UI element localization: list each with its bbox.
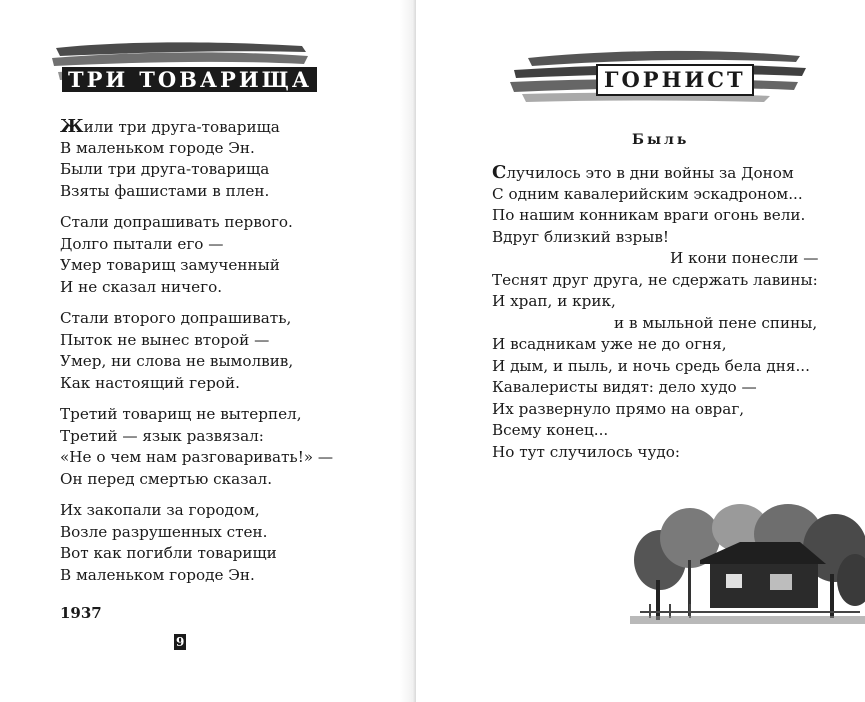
stanza (60, 212, 333, 298)
poem-line: И кони понесли — (670, 249, 819, 267)
stanza (60, 116, 333, 202)
title-word-tri: ТРИ (62, 67, 134, 92)
poem-line: Кавалеристы видят: дело худо — (492, 378, 757, 396)
stanza (60, 404, 333, 490)
poem-line: Но тут случилось чудо: (492, 442, 681, 461)
drop-cap: Ж (60, 116, 84, 137)
poem-line: Стали второго допрашивать, (60, 309, 292, 327)
poem-year: 1937 (60, 604, 102, 622)
poem-line: Их развернуло прямо на овраг, (492, 399, 745, 418)
poem-body (60, 116, 333, 596)
poem-line-rest: лучилось это в дни войны за Доном (506, 164, 794, 182)
poem-body (492, 162, 818, 463)
poem-line: Их закопали за городом, (60, 501, 260, 519)
poem-line: и в мыльной пене спины, (614, 313, 818, 332)
poem-line: По нашим конникам враги огонь вели. (492, 206, 806, 224)
poem-line: Стали допрашивать первого. (60, 213, 293, 231)
poem-line: Умер товарищ замученный (60, 256, 280, 274)
poem-line: Пыток не вынес второй — (60, 330, 270, 349)
poem-line: Умер, ни слова не вымолвив, (60, 352, 294, 370)
title-word-tovarishcha: ТОВАРИЩА (134, 67, 317, 92)
poem-line: И храп, и крик, (492, 292, 616, 310)
poem-line: Третий — язык развязал: (60, 426, 264, 445)
poem-line: Теснят друг друга, не сдержать лавины: (492, 270, 818, 289)
house-illustration (630, 500, 865, 630)
poem-line: И всадникам уже не до огня, (492, 335, 727, 353)
poem-title (62, 66, 317, 94)
drop-cap: С (492, 162, 507, 183)
poem-line: Вдруг близкий взрыв! (492, 227, 670, 246)
poem-subtitle: Быль (632, 132, 690, 148)
poem-line: Долго пытали его — (60, 234, 224, 253)
page-number: 9 (176, 635, 185, 649)
poem-line: Вот как погибли товарищи (60, 544, 277, 562)
stanza (60, 500, 333, 586)
poem-line (492, 162, 818, 184)
poem-line: Всему конец... (492, 421, 609, 439)
poem-line: «Не о чем нам разговаривать!» — (60, 448, 334, 466)
stanza (60, 308, 333, 394)
poem-line: И дым, и пыль, и ночь средь бела дня... (492, 356, 810, 375)
poem-line: Он перед смертью сказал. (60, 469, 273, 488)
poem-line: Возле разрушенных стен. (60, 522, 268, 541)
poem-line: С одним кавалерийским эскадроном... (492, 184, 803, 203)
poem-line (60, 116, 333, 138)
poem-line: Были три друга-товарища (60, 160, 270, 178)
poem-title: ГОРНИСТ (596, 64, 754, 96)
poem-line: И не сказал ничего. (60, 277, 223, 296)
poem-line: Взяты фашистами в плен. (60, 181, 270, 200)
poem-line: Третий товарищ не вытерпел, (60, 405, 302, 423)
poem-line: В маленьком городе Эн. (60, 138, 255, 157)
poem-line: Как настоящий герой. (60, 373, 240, 392)
poem-line-rest: или три друга-товарища (83, 118, 280, 136)
poem-line: В маленьком городе Эн. (60, 565, 255, 584)
left-page (0, 0, 416, 702)
right-page (416, 0, 865, 702)
